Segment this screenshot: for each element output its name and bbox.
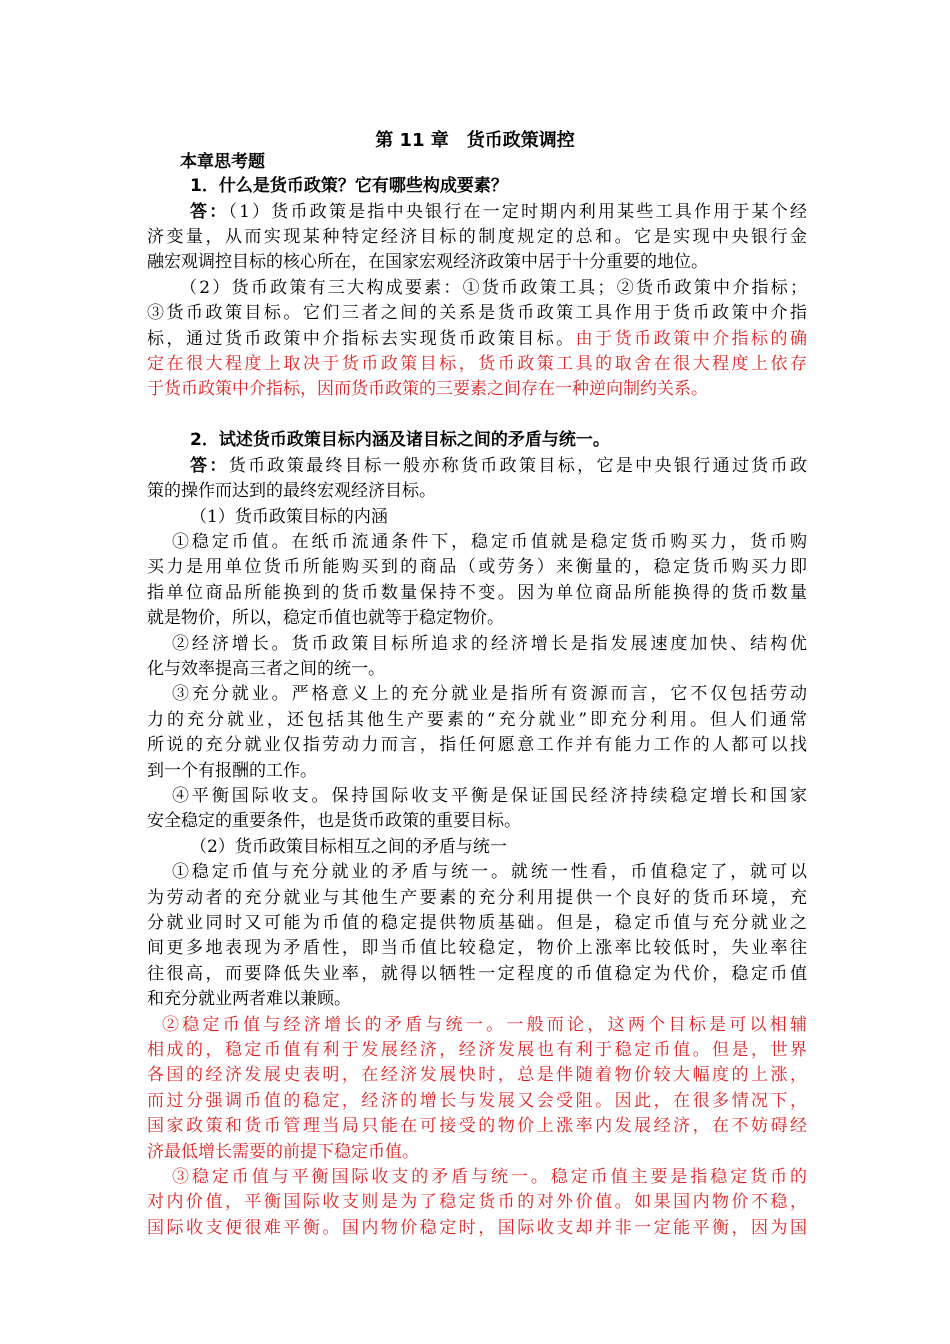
highlighted-line: 国家政策和货币管理当局只能在可接受的物价上涨率内发展经济，在不妨碍经 bbox=[147, 1116, 807, 1136]
question-2: 2．试述货币政策目标内涵及诸目标之间的矛盾与统一。 bbox=[190, 430, 610, 450]
answer-2-line: 所说的充分就业仅指劳动力而言，指任何愿意工作并有能力工作的人都可以找 bbox=[147, 735, 807, 755]
answer-2-line: 到一个有报酬的工作。 bbox=[147, 761, 317, 781]
highlighted-line: 各国的经济发展史表明，在经济发展快时，总是伴随着物价较大幅度的上涨， bbox=[147, 1065, 807, 1085]
answer-2-line: 分就业同时又可能为币值的稳定提供物质基础。但是，稳定币值与充分就业之 bbox=[147, 913, 807, 933]
answer-2-line: （2）货币政策目标相互之间的矛盾与统一 bbox=[190, 837, 507, 857]
answer-2-line: 间更多地表现为矛盾性，即当币值比较稳定，物价上涨率比较低时，失业率往 bbox=[147, 938, 807, 958]
answer-2-line: ④平衡国际收支。保持国际收支平衡是保证国民经济持续稳定增长和国家 bbox=[172, 786, 807, 806]
highlighted-line: ②稳定币值与经济增长的矛盾与统一。一般而论，这两个目标是可以相辅 bbox=[162, 1015, 807, 1035]
answer-2-line: 安全稳定的重要条件，也是货币政策的重要目标。 bbox=[147, 811, 521, 831]
answer-2-line: （1）货币政策目标的内涵 bbox=[190, 507, 388, 527]
answer-2-line: 往很高，而要降低失业率，就得以牺牲一定程度的币值稳定为代价，稳定币值 bbox=[147, 964, 807, 984]
answer-2-line: 化与效率提高三者之间的统一。 bbox=[147, 659, 385, 679]
highlighted-line: 于货币政策中介指标，因而货币政策的三要素之间存在一种逆向制约关系。 bbox=[147, 379, 708, 399]
highlighted-line: 相成的，稳定币值有利于发展经济，经济发展也有利于稳定币值。但是，世界 bbox=[147, 1040, 807, 1060]
highlighted-line: 国际收支便很难平衡。国内物价稳定时，国际收支却并非一定能平衡，因为国 bbox=[147, 1218, 807, 1238]
highlighted-line: 而过分强调币值的稳定，经济的增长与发展又会受阻。因此，在很多情况下， bbox=[147, 1091, 807, 1111]
answer-2-line: 就是物价，所以，稳定币值也就等于稳定物价。 bbox=[147, 608, 504, 628]
answer-2-line: 答：货币政策最终目标一般亦称货币政策目标，它是中央银行通过货币政 bbox=[190, 456, 808, 476]
answer-2-line: 和充分就业两者难以兼顾。 bbox=[147, 989, 351, 1009]
answer-2-line: 买力是用单位货币所能购买到的商品（或劳务）来衡量的，稳定货币购买力即 bbox=[147, 557, 807, 577]
answer-2-line: ①稳定币值。在纸币流通条件下，稳定币值就是稳定货币购买力，货币购 bbox=[172, 532, 807, 552]
answer-2-line: 策的操作而达到的最终宏观经济目标。 bbox=[147, 481, 436, 501]
answer-2-line: ①稳定币值与充分就业的矛盾与统一。就统一性看，币值稳定了，就可以 bbox=[172, 862, 807, 882]
highlighted-line: 对内价值，平衡国际收支则是为了稳定货币的对外价值。如果国内物价不稳， bbox=[147, 1192, 807, 1212]
highlighted-line: 定在很大程度上取决于货币政策目标，货币政策工具的取舍在很大程度上依存 bbox=[147, 354, 807, 374]
answer-1-line: （2）货币政策有三大构成要素：①货币政策工具；②货币政策中介指标； bbox=[180, 278, 807, 298]
answer-label: 答： bbox=[190, 202, 229, 222]
highlighted-line: ③稳定币值与平衡国际收支的矛盾与统一。稳定币值主要是指稳定货币的 bbox=[172, 1167, 807, 1187]
question-1: 1．什么是货币政策？它有哪些构成要素？ bbox=[190, 176, 508, 196]
answer-1-line: 济变量，从而实现某种特定经济目标的制度规定的总和。它是实现中央银行金 bbox=[147, 227, 807, 247]
chapter-title: 第 11 章 货币政策调控 bbox=[375, 130, 575, 151]
answer-label: 答： bbox=[190, 456, 229, 476]
highlighted-text: 由于货币政策中介指标的确 bbox=[575, 329, 808, 349]
answer-1-line: 答：（1）货币政策是指中央银行在一定时期内利用某些工具作用于某个经 bbox=[190, 202, 807, 222]
highlighted-line: 济最低增长需要的前提下稳定币值。 bbox=[147, 1142, 419, 1162]
answer-2-line: 为劳动者的充分就业与其他生产要素的充分利用提供一个良好的货币环境，充 bbox=[147, 888, 807, 908]
answer-2-line: 力的充分就业，还包括其他生产要素的“充分就业”即充分利用。但人们通常 bbox=[147, 710, 807, 730]
section-heading: 本章思考题 bbox=[180, 152, 265, 172]
answer-2-line: ②经济增长。货币政策目标所追求的经济增长是指发展速度加快、结构优 bbox=[172, 634, 807, 654]
answer-1-line: 标，通过货币政策中介指标去实现货币政策目标。由于货币政策中介指标的确 bbox=[147, 329, 808, 349]
answer-2-line: ③充分就业。严格意义上的充分就业是指所有资源而言，它不仅包括劳动 bbox=[172, 684, 807, 704]
answer-1-line: 融宏观调控目标的核心所在，在国家宏观经济政策中居于十分重要的地位。 bbox=[147, 252, 708, 272]
answer-2-line: 指单位商品所能换到的货币数量保持不变。因为单位商品所能换得的货币数量 bbox=[147, 583, 807, 603]
answer-1-line: ③货币政策目标。它们三者之间的关系是货币政策工具作用于货币政策中介指 bbox=[147, 303, 807, 323]
